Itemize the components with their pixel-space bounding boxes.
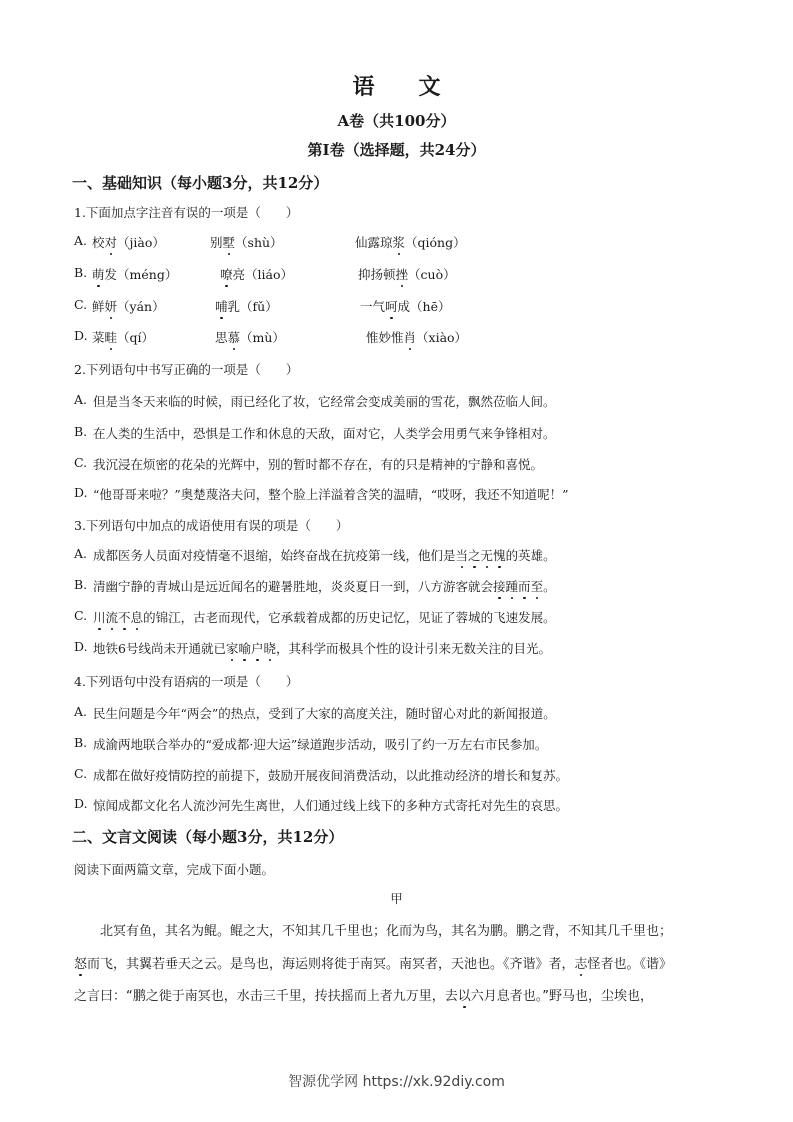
- q4-option-a-text: 民生问题是今年“两会”的热点，受到了大家的高度关注，随时留心对此的新闻报道。: [93, 706, 556, 721]
- q1-option-d-word1: 菜畦（qí）: [92, 330, 155, 345]
- q1-option-b-word1: 萌发（méng）: [92, 267, 178, 282]
- q1-option-c-word1: 鲜妍（yán）: [92, 299, 165, 314]
- q3-option-label: A.: [74, 546, 88, 561]
- q4-option-d-text: 惊闻成都文化名人流沙河先生离世，人们通过线上线下的多种方式寄托对先生的哀思。: [93, 798, 569, 813]
- passage-line: 之言曰：“鹏之徙于南冥也，水击三千里，抟扶摇而上者九万里，去以六月息者也。”野马也，尘埃也，: [74, 985, 653, 1004]
- passage-title: 甲: [390, 891, 403, 906]
- q4-option-label: A.: [74, 704, 88, 719]
- part-one-title: 第Ⅰ卷（选择题，共24分）: [307, 141, 486, 159]
- question-2-stem: 2.下列语句中书写正确的一项是（ ）: [74, 362, 299, 377]
- question-4-stem: 4.下列语句中没有语病的一项是（ ）: [74, 674, 299, 689]
- q3-option-label: C.: [74, 608, 88, 623]
- idiom-dotted: 川流不息: [93, 610, 144, 625]
- q1-option-a-word1: 校对（jiào）: [92, 235, 165, 250]
- passage-line: 北冥有鱼，其名为鲲。鲲之大，不知其几千里也；化而为鸟，其名为鹏。鹏之背，不知其几千里也；: [100, 924, 673, 939]
- q2-option-label: D.: [74, 485, 88, 500]
- q1-option-label: B.: [74, 265, 88, 280]
- q3-option-c-text: 川流不息的锦江，古老而现代，它承载着成都的历史记忆，见证了蓉城的飞速发展。: [93, 610, 556, 625]
- q1-option-label: D.: [74, 328, 88, 343]
- q1-option-a-word2: 别墅（shù）: [210, 235, 283, 250]
- paper-a-title: A卷（共100分）: [337, 112, 456, 130]
- reading-instruction: 阅读下面两篇文章，完成下面小题。: [74, 862, 275, 877]
- footer-watermark: 智源优学网 https://xk.92diy.com: [288, 1074, 505, 1090]
- q2-option-a-text: 但是当冬天来临的时候，雨已经化了妆，它经常会变成美丽的雪花，飘然莅临人间。: [93, 394, 556, 409]
- q1-option-d-word2: 思慕（mù）: [215, 330, 285, 345]
- q1-option-b-word2: 嘹亮（liáo）: [220, 267, 293, 282]
- q2-option-label: C.: [74, 455, 88, 470]
- exam-subject-title: 语 文: [352, 74, 441, 100]
- q4-option-label: D.: [74, 796, 88, 811]
- question-1-stem: 1.下面加点字注音有误的一项是（ ）: [74, 205, 299, 220]
- q3-option-label: D.: [74, 639, 88, 654]
- idiom-dotted: 当之无愧: [455, 548, 506, 563]
- q4-option-c-text: 成都在做好疫情防控的前提下，鼓励开展夜间消费活动，以此推动经济的增长和复苏。: [93, 768, 569, 783]
- q4-option-label: C.: [74, 766, 88, 781]
- q3-option-a-text: 成都医务人员面对疫情毫不退缩，始终奋战在抗疫第一线，他们是当之无愧的英雄。: [93, 548, 556, 563]
- q3-option-d-text: 地铁6号线尚未开通就已家喻户晓，其科学而极具个性的设计引来无数关注的目光。: [93, 641, 552, 656]
- q3-option-b-text: 清幽宁静的青城山是远近闻名的避暑胜地，炎炎夏日一到，八方游客就会接踵而至。: [93, 579, 556, 594]
- q2-option-c-text: 我沉浸在烦密的花朵的光辉中，别的暂时都不存在，有的只是精神的宁静和喜悦。: [93, 457, 544, 472]
- q1-option-b-word3: 抑扬顿挫（cuò）: [358, 267, 456, 282]
- q2-option-b-text: 在人类的生活中，恐惧是工作和休息的天敌，面对它，人类学会用勇气来争锋相对。: [93, 426, 556, 441]
- idiom-dotted: 家喻户晓: [225, 641, 277, 656]
- section-2-heading: 二、文言文阅读（每小题3分，共12分）: [72, 828, 344, 846]
- section-1-heading: 一、基础知识（每小题3分，共12分）: [72, 174, 329, 192]
- idiom-dotted: 接踵而至: [493, 579, 544, 594]
- q1-option-c-word2: 哺乳（fǔ）: [215, 299, 278, 314]
- question-3-stem: 3.下列语句中加点的成语使用有误的项是（ ）: [74, 518, 349, 533]
- q3-option-label: B.: [74, 577, 88, 592]
- q1-option-d-word3: 惟妙惟肖（xiào）: [366, 330, 468, 345]
- q4-option-b-text: 成渝两地联合举办的“爱成都·迎大运”绿道跑步活动，吸引了约一万左右市民参加。: [93, 737, 548, 752]
- q2-option-label: A.: [74, 392, 88, 407]
- q4-option-label: B.: [74, 735, 88, 750]
- q1-option-label: C.: [74, 297, 88, 312]
- q1-option-a-word3: 仙露琼浆（qióng）: [355, 235, 466, 250]
- q1-option-label: A.: [74, 233, 88, 248]
- q2-option-label: B.: [74, 424, 88, 439]
- q2-option-d-text: “他哥哥来啦？”奥楚蔑洛夫问，整个脸上洋溢着含笑的温晴，“哎呀，我还不知道呢！”: [93, 487, 569, 502]
- q1-option-c-word3: 一气呵成（hē）: [360, 299, 451, 314]
- passage-line: 怒而飞，其翼若垂天之云。是鸟也，海运则将徙于南冥。南冥者，天池也。《齐谐》者，志怪者也。《谐》: [74, 953, 672, 972]
